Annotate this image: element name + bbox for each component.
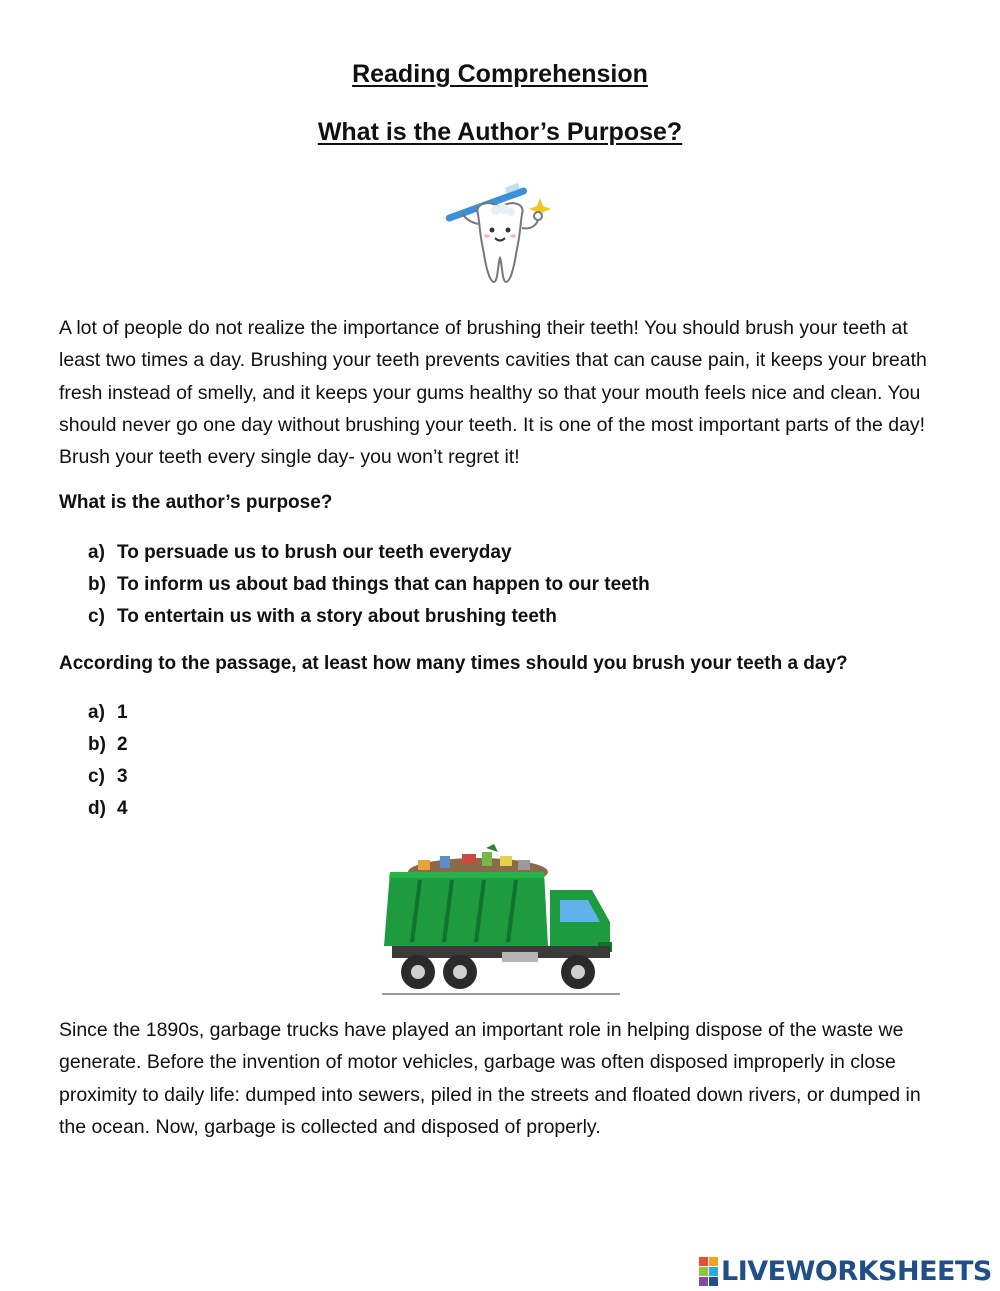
option-q1-c[interactable]: c) To entertain us with a story about brushing teeth bbox=[88, 606, 557, 627]
option-q2-c[interactable]: c) 3 bbox=[88, 766, 128, 787]
page-title: Reading Comprehension bbox=[352, 60, 648, 88]
option-q1-b[interactable]: b) To inform us about bad things that can happen to our teeth bbox=[88, 574, 650, 595]
question-brushing-times: According to the passage, at least how many times should you brush your teeth a day? bbox=[59, 653, 848, 674]
passage-garbage-trucks: Since the 1890s, garbage trucks have played an important role in helping dispose of the waste we generate. Before the invention of motor vehicles, garbage was often disposed improperly in close proximity to daily life: dumped into sewers, piled in the streets and floated down rivers, or dumped in the ocean. Now, garbage is collected and disposed of properly. bbox=[59, 1019, 921, 1138]
truck-wheels bbox=[401, 955, 595, 989]
answer-options-q2 bbox=[88, 697, 128, 825]
page-subtitle: What is the Author’s Purpose? bbox=[317, 118, 683, 146]
liveworksheets-logo bbox=[699, 1255, 992, 1287]
truck-dump-body bbox=[384, 872, 548, 946]
tooth-body bbox=[477, 203, 522, 282]
logo-blocks-icon bbox=[699, 1257, 718, 1286]
tooth-brushing-icon bbox=[440, 178, 560, 290]
option-q2-b[interactable]: b) 2 bbox=[88, 734, 128, 755]
option-q2-d[interactable]: d) 4 bbox=[88, 798, 128, 819]
answer-options-q1 bbox=[88, 537, 650, 633]
question-authors-purpose: What is the author’s purpose? bbox=[59, 492, 333, 513]
logo-text: LIVEWORKSHEETS bbox=[721, 1255, 992, 1287]
garbage-truck-icon bbox=[378, 842, 623, 998]
option-q1-a[interactable]: a) To persuade us to brush our teeth everyday bbox=[88, 542, 512, 563]
option-q2-a[interactable]: a) 1 bbox=[88, 702, 128, 723]
passage-teeth: A lot of people do not realize the importance of brushing their teeth! You should brush your teeth at least two times a day. Brushing your teeth prevents cavities that can cause pain, it keeps your breath fresh instead of smelly, and it keeps your gums healthy so that your mouth feels nice and clean. You should never go one day without brushing your teeth. It is one of the most important parts of the day! Brush your teeth every single day- you won’t regret it! bbox=[59, 317, 927, 469]
